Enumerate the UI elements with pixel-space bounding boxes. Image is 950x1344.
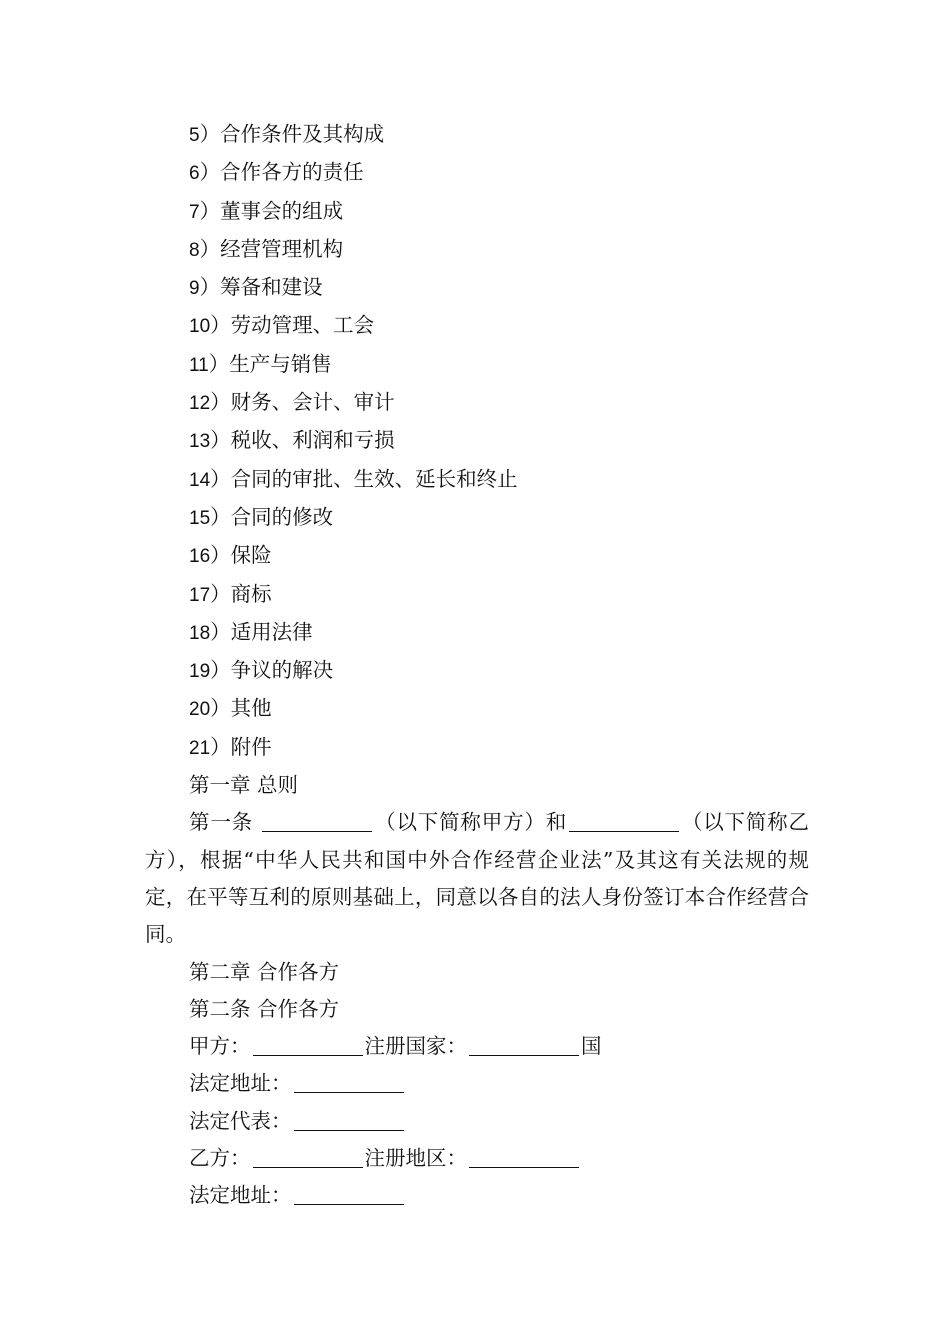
list-item: 10）劳动管理、工会 — [189, 313, 375, 338]
party-a-line — [145, 1028, 809, 1065]
party-a-address-line — [145, 1065, 809, 1102]
party-b-blank — [253, 1166, 363, 1168]
article-1-text-part2: （以下简称乙方），根据“中华人民共和国中外合作经营企业法”及其这有关法规的规定，在平等互利的原则基础上，同意以各自的法人身份签订本合作经营合同。 — [145, 810, 809, 947]
party-a-label: 甲方： — [189, 1034, 251, 1059]
chapter-1-heading: 第一章 总则 — [189, 773, 299, 798]
legal-rep-blank — [294, 1129, 404, 1131]
list-item: 16）保险 — [189, 543, 272, 568]
chapter-2-heading: 第二章 合作各方 — [189, 959, 340, 984]
legal-address-blank — [294, 1091, 404, 1093]
list-item: 15）合同的修改 — [189, 504, 334, 529]
list-item: 9）筹备和建设 — [189, 275, 323, 300]
reg-region-label: 注册地区： — [364, 1146, 467, 1171]
article-2-heading: 第二条 合作各方 — [189, 996, 340, 1021]
reg-country-label: 注册国家： — [364, 1034, 467, 1059]
party-b-name-blank — [569, 830, 679, 832]
list-item: 12）财务、会计、审计 — [189, 390, 395, 415]
reg-country-blank — [469, 1054, 579, 1056]
country-suffix: 国 — [581, 1034, 602, 1059]
list-item: 17）商标 — [189, 581, 272, 606]
article-1-paragraph — [145, 804, 809, 953]
party-b-label: 乙方： — [189, 1146, 251, 1171]
list-item: 7）董事会的组成 — [189, 198, 344, 223]
legal-address-label: 法定地址： — [189, 1071, 292, 1096]
list-item: 11）生产与销售 — [189, 351, 332, 376]
document-body — [145, 116, 809, 1215]
list-item: 20）其他 — [189, 696, 272, 721]
list-item: 21）附件 — [189, 734, 272, 759]
party-a-name-blank — [262, 830, 372, 832]
legal-address-label-b: 法定地址： — [189, 1183, 292, 1208]
list-item: 13）税收、利润和亏损 — [189, 428, 395, 453]
list-item: 5）合作条件及其构成 — [189, 122, 385, 146]
list-item: 8）经营管理机构 — [189, 236, 344, 261]
party-a-blank — [253, 1054, 363, 1056]
article-1-label: 第一条 — [189, 810, 261, 835]
list-item: 14）合同的审批、生效、延长和终止 — [189, 466, 518, 491]
list-item: 19）争议的解决 — [189, 658, 334, 683]
legal-address-b-blank — [294, 1203, 404, 1205]
party-b-line — [145, 1140, 809, 1177]
list-item: 18）适用法律 — [189, 619, 313, 644]
list-item: 6）合作各方的责任 — [189, 160, 364, 185]
reg-region-blank — [469, 1166, 579, 1168]
article-1-text-part1: （以下简称甲方）和 — [374, 810, 568, 835]
contents-list — [145, 116, 809, 767]
party-b-address-line — [145, 1177, 809, 1214]
legal-rep-label: 法定代表： — [189, 1108, 292, 1133]
party-a-rep-line — [145, 1103, 809, 1140]
